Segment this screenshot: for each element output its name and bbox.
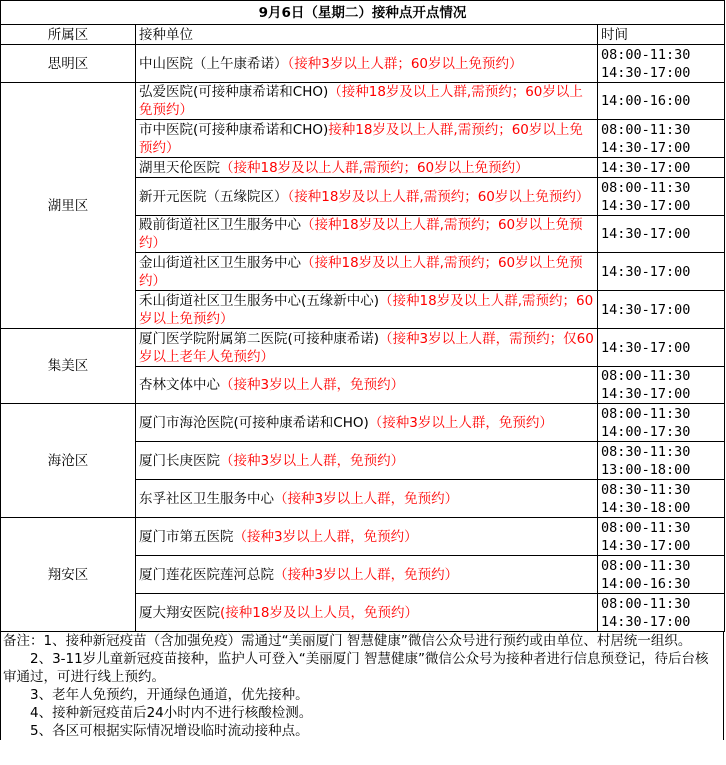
unit-note: （接种18岁及以上人群,需预约；60岁以上免预约） <box>287 188 590 205</box>
unit-note: （接种18岁及以上人群,需预约；60岁以上免预约） <box>139 254 583 289</box>
unit-name: 湖里天伦医院 <box>139 159 220 176</box>
remark-3: 3、老年人免预约，开通绿色通道，优先接种。 <box>30 687 309 703</box>
time-slot: 08:30-11:30 <box>601 481 691 498</box>
time-cell <box>598 518 725 556</box>
time-slot: 08:00-11:30 <box>601 368 691 384</box>
table-row <box>1 404 725 442</box>
time-cell <box>598 45 725 83</box>
unit-note: （接种18岁及以上人群,需预约；60岁以上免预约） <box>139 84 583 118</box>
unit-note: （接种3岁以上人群，免预约） <box>220 377 405 393</box>
unit-name: 厦大翔安医院 <box>139 604 220 621</box>
unit-cell <box>136 291 598 329</box>
unit-name: 弘爱医院(可接种康希诺和CHO) <box>139 84 329 100</box>
time-slot: 08:00-11:30 <box>601 519 691 536</box>
time-cell <box>598 367 725 404</box>
time-slot: 14:30-17:00 <box>601 226 691 242</box>
time-cell <box>598 83 725 120</box>
district-jimei: 集美区 <box>1 329 136 404</box>
unit-cell <box>136 518 598 556</box>
unit-name: 市中医院(可接种康希诺和CHO) <box>139 121 329 138</box>
unit-note: （接种18岁及以上人群,需预约；60岁以上免预约） <box>220 159 529 176</box>
time-slot: 13:00-18:00 <box>601 461 691 478</box>
unit-name: 禾山街道社区卫生服务中心(五缘新中心) <box>139 292 380 309</box>
unit-name: 中山医院（上午康希诺） <box>139 55 288 72</box>
time-cell <box>598 442 725 480</box>
table-title: 9月6日（星期二）接种点开点情况 <box>1 1 725 25</box>
time-cell <box>598 594 725 632</box>
header-unit: 接种单位 <box>136 25 598 45</box>
time-slot: 14:30-17:00 <box>601 537 691 554</box>
table-row <box>1 83 725 120</box>
remark-4: 4、接种新冠疫苗后24小时内不进行核酸检测。 <box>30 705 313 721</box>
time-slot: 14:00-17:30 <box>601 423 691 440</box>
header-time: 时间 <box>598 25 725 45</box>
header-row <box>1 25 725 45</box>
unit-note: （接种18岁及以上人群,需预约；60岁以上免预约） <box>139 292 594 327</box>
time-slot: 14:30-17:00 <box>601 263 691 280</box>
unit-name: 殿前街道社区卫生服务中心 <box>139 217 301 233</box>
unit-name: 厦门市第五医院 <box>139 528 234 545</box>
unit-cell <box>136 404 598 442</box>
unit-note: （接种3岁以上人群，需预约；仅60岁以上老年人免预约） <box>139 330 594 365</box>
unit-cell <box>136 120 598 158</box>
unit-name: 金山街道社区卫生服务中心 <box>139 254 301 271</box>
table-row <box>1 45 725 83</box>
header-district: 所属区 <box>1 25 136 45</box>
unit-cell <box>136 253 598 291</box>
time-cell <box>598 120 725 158</box>
time-slot: 14:30-17:00 <box>601 301 691 318</box>
time-slot: 08:30-11:30 <box>601 443 691 460</box>
unit-name: 杏林文体中心 <box>139 377 220 393</box>
unit-note: （接种3岁以上人群，免预约） <box>274 566 459 583</box>
remark-1: 备注：1、接种新冠疫苗（含加强免疫）需通过“美丽厦门 智慧健康”微信公众号进行预约或由单位、村居统一组织。 <box>3 633 692 649</box>
time-slot: 14:30-17:00 <box>601 197 691 214</box>
time-slot: 14:30-17:00 <box>601 613 691 630</box>
remarks-section <box>0 632 724 740</box>
time-slot: 14:30-17:00 <box>601 64 691 81</box>
unit-note: (接种18岁及以上人员，免预约） <box>220 604 418 621</box>
unit-cell <box>136 594 598 632</box>
time-cell <box>598 253 725 291</box>
unit-name: 新开元医院（五缘院区） <box>139 188 288 205</box>
time-cell <box>598 480 725 518</box>
time-slot: 08:00-11:30 <box>601 595 691 612</box>
unit-note: （接种3岁以上人群，免预约） <box>233 528 418 545</box>
unit-cell <box>136 329 598 367</box>
remark-2: 2、3-11岁儿童新冠疫苗接种，监护人可登入“美丽厦门 智慧健康”微信公众号为接种者进行信息预登记，待后台核审通过，可进行线上预约。 <box>3 651 709 685</box>
unit-cell <box>136 45 598 83</box>
unit-note: （接种3岁以上人群；60岁以上免预约） <box>287 55 523 72</box>
time-slot: 14:30-18:00 <box>601 499 691 516</box>
table-row <box>1 518 725 556</box>
time-cell <box>598 329 725 367</box>
unit-name: 厦门莲花医院莲河总院 <box>139 566 274 583</box>
unit-note: （接种3岁以上人群，免预约） <box>220 452 405 469</box>
time-slot: 08:00-11:30 <box>601 46 691 63</box>
table-row <box>1 329 725 367</box>
unit-cell <box>136 367 598 404</box>
time-slot: 14:30-17:00 <box>601 159 691 176</box>
time-slot: 14:30-17:00 <box>601 339 691 356</box>
unit-cell <box>136 442 598 480</box>
unit-name: 厦门医学院附属第二医院(可接种康希诺) <box>139 330 380 347</box>
time-slot: 08:00-11:30 <box>601 405 691 422</box>
time-cell <box>598 291 725 329</box>
time-slot: 08:00-11:30 <box>601 557 691 574</box>
time-slot: 14:00-16:00 <box>601 93 691 109</box>
time-slot: 14:30-17:00 <box>601 139 691 156</box>
district-huli: 湖里区 <box>1 83 136 329</box>
unit-cell <box>136 480 598 518</box>
unit-cell <box>136 178 598 216</box>
time-slot: 14:00-16:30 <box>601 575 691 592</box>
time-slot: 08:00-11:30 <box>601 179 691 196</box>
unit-cell <box>136 556 598 594</box>
unit-note: 接种18岁及以上人群,需预约；60岁以上免预约） <box>139 121 583 156</box>
time-cell <box>598 556 725 594</box>
unit-note: （接种18岁及以上人群,需预约；60岁以上免预约） <box>139 217 583 251</box>
remark-5: 5、各区可根据实际情况增设临时流动接种点。 <box>30 723 309 739</box>
unit-name: 东孚社区卫生服务中心 <box>139 490 274 507</box>
unit-cell <box>136 83 598 120</box>
time-cell <box>598 158 725 178</box>
unit-cell <box>136 216 598 253</box>
district-xiangan: 翔安区 <box>1 518 136 632</box>
unit-note: （接种3岁以上人群，免预约） <box>274 490 459 507</box>
district-siming: 思明区 <box>1 45 136 83</box>
unit-name: 厦门长庚医院 <box>139 452 220 469</box>
time-cell <box>598 178 725 216</box>
district-haicang: 海沧区 <box>1 404 136 518</box>
unit-note: （接种3岁以上人群，免预约） <box>368 414 553 431</box>
unit-name: 厦门市海沧医院(可接种康希诺和CHO) <box>139 414 369 431</box>
time-cell <box>598 404 725 442</box>
unit-cell <box>136 158 598 178</box>
time-slot: 08:00-11:30 <box>601 121 691 138</box>
time-cell <box>598 216 725 253</box>
time-slot: 14:30-17:00 <box>601 386 691 402</box>
